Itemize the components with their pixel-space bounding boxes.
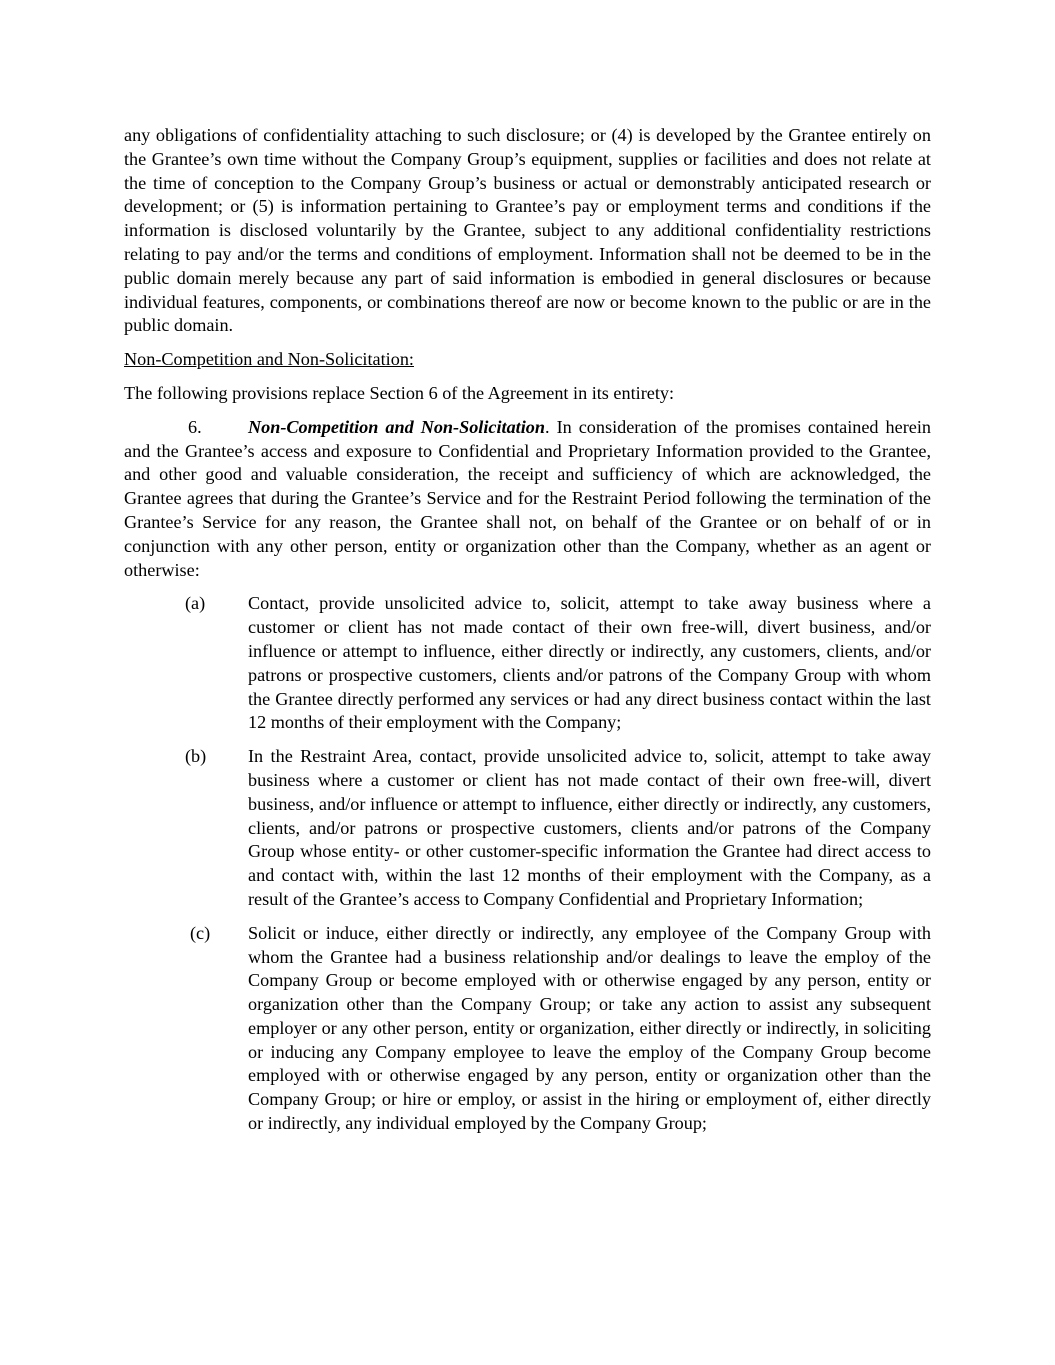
intro-paragraph: any obligations of confidentiality attaching to such disclosure; or (4) is developed by the Grantee entirely on the Grantee’s own time without the Company Group’s equipment, supplies or facilities and does not relate at the time of conception to the Company Group’s business or actual or demonstrably anticipated research or development; or (5) is information pertaining to Grantee’s pay or employment terms and conditions if the information is disclosed voluntarily by the Grantee, subject to any additional confidentiality restrictions relating to pay and/or the terms and conditions of employment. Information shall not be deemed to be in the public domain merely because any part of said information is embodied in general disclosures or because individual features, components, or combinations thereof are now or become known to the public or are in the public domain. bbox=[124, 125, 931, 336]
list-item-a-label: (a) bbox=[185, 593, 206, 614]
list-item-a bbox=[124, 592, 931, 735]
list-item-c bbox=[124, 922, 931, 1136]
section-6-title: Non-Competition and Non-Solicitation bbox=[248, 416, 545, 437]
replacement-note: The following provisions replace Section 6 of the Agreement in its entirety: bbox=[124, 382, 675, 403]
section-6-title-period: . bbox=[545, 416, 550, 437]
section-6-number: 6. bbox=[188, 416, 202, 437]
section-6-paragraph bbox=[124, 416, 931, 583]
list-item-b-label: (b) bbox=[185, 746, 207, 767]
list-item-b-text: In the Restraint Area, contact, provide unsolicited advice to, solicit, attempt to take away business where a customer or client has not made contact of their own free-will, divert business, and/or influence or attempt to influence, either directly or indirectly, any customers, clients, and/or patrons or prospective customers, clients and/or patrons of the Company Group whose entity- or other customer-specific information the Grantee had direct access to and contact with, within the last 12 months of their employment with the Company, as a result of the Grantee’s access to Company Confidential and Proprietary Information; bbox=[248, 746, 931, 909]
list-item-c-label: (c) bbox=[190, 922, 211, 943]
list-item-c-text: Solicit or induce, either directly or indirectly, any employee of the Company Group with whom the Grantee had a business relationship and/or dealings to leave the employ of the Company Group or become employed with or otherwise engaged by any person, entity or organization other than the Company Group; or take any action to assist any subsequent employer or any other person, entity or organization, either directly or indirectly, in soliciting or inducing any Company employee to leave the employ of the Company Group become employed with or otherwise engaged by any person, entity or organization other than the Company Group; or hire or employ, or assist in the hiring or employment of, either directly or indirectly, any individual employed by the Company Group; bbox=[248, 922, 931, 1134]
section-6-body: In consideration of the promises contained herein and the Grantee’s access and exposure to Confidential and Proprietary Information provided to the Grantee, and other good and valuable consideration, the receipt and sufficiency of which are acknowledged, the Grantee agrees that during the Grantee’s Service and for the Restraint Period following the termination of the Grantee’s Service for any reason, the Grantee shall not, on behalf of the Grantee or on behalf of or in conjunction with any other person, entity or organization other than the Company, whether as an agent or otherwise: bbox=[124, 416, 931, 580]
document-page bbox=[124, 124, 931, 1136]
section-heading bbox=[124, 348, 931, 372]
list-item-b bbox=[124, 745, 931, 912]
section-heading-text: Non-Competition and Non-Solicitation: bbox=[124, 349, 414, 370]
list-item-a-text: Contact, provide unsolicited advice to, solicit, attempt to take away business where a customer or client has not made contact of their own free-will, divert business, and/or influence or attempt to influence, either directly or indirectly, any customers, clients, and/or patrons or prospective customers, clients and/or patrons of the Company Group with whom the Grantee directly performed any services or had any direct business contact within the last 12 months of their employment with the Company; bbox=[248, 593, 931, 733]
